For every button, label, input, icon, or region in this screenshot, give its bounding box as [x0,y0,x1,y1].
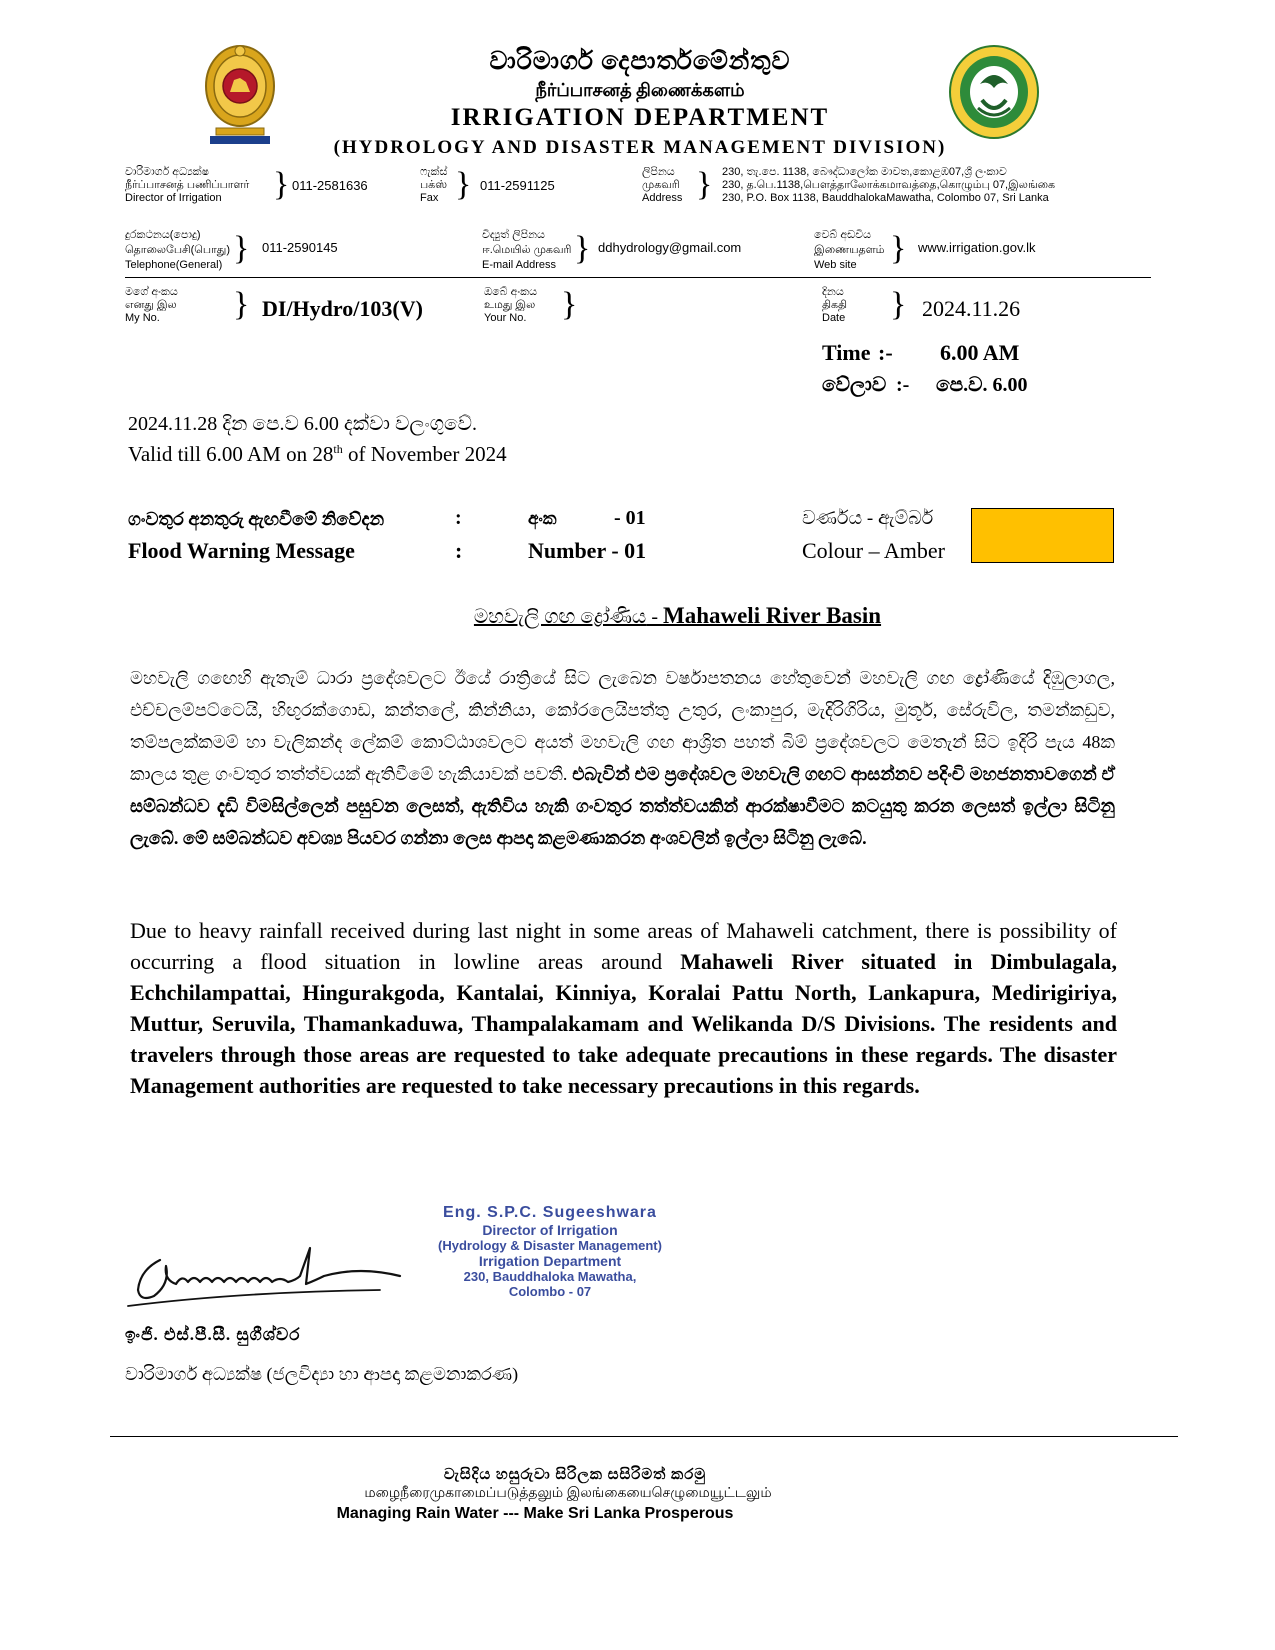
official-stamp: Eng. S.P.C. Sugeeshwara Director of Irrigation (Hydrology & Disaster Management) Irrigation Department 230, Bauddhaloka Mawatha, Colombo - 07 [438,1204,662,1299]
colour-label-sinhala: වර්ණය - ඇම්බර් [802,508,934,529]
time-english: Time :- 6.00 AM [822,340,1020,365]
validity-english: Valid till 6.00 AM on 28th of November 2024 [128,442,507,466]
warning-label-sinhala: ගංවතුර අනතුරු ඇඟවීමේ නිවේදන [128,509,385,529]
sri-lanka-emblem [202,42,278,146]
director-label: වාරිමාර්ග අධ්‍යක්ෂ நீர்ப்பாசனத் பணிப்பாளர் Director of Irrigation [125,166,250,204]
colour-label-english: Colour – Amber [802,538,945,563]
address-label: ලිපිනය முகவரி Address [642,166,683,204]
email-label: විද්‍යුත් ලිපිනය ஈ.மெயில் முகவரி E-mail Address [482,229,572,271]
amber-colour-swatch [971,508,1114,563]
warning-number-sinhala: අංක - 01 [528,507,646,529]
basin-title: මහවැලි ගඟ ද්‍රෝණිය - Mahaweli River Basin [473,603,882,628]
header-divider [125,277,1151,278]
warning-number-english: Number - 01 [528,538,647,563]
website-label: වෙබ් අඩවිය இணையதளம் Web site [814,229,885,271]
title-sinhala: වාරිමාර්ග දෙපාර්තමේන්තුව [489,48,791,75]
my-no-label: මගේ අංකය எனது இல My No. [125,286,178,324]
signer-title-sinhala: වාරිමාර්ග අධ්‍යක්ෂ (ජලවිද්‍යා හා ආපදා කළමනාකරණ) [125,1364,519,1384]
brace: } [574,230,591,267]
fax-label: ෆැක්ස් பக்ஸ் Fax [420,166,448,204]
warning-body-english: Due to heavy rainfall received during last night in some areas of Mahaweli catchment, there is possibility of occurring a flood situation in lowline areas around Mahaweli River situated in Dimbulagala, Echchilampattai, Hingurakgoda, Kantalai, Kinniya, Koralai Pattu North, Lankapura, Medirigiriya, Muttur, Seruvila, Thamankaduwa, Thampalakamam and Welikanda D/S Divisions. The residents and travelers through those areas are requested to take adequate precautions in these regards. The disaster Management authorities are requested to take necessary precautions in this regards. [130,918,1117,1098]
title-english: IRRIGATION DEPARTMENT [450,104,830,131]
warning-label-english: Flood Warning Message [128,538,355,563]
division-name: (HYDROLOGY AND DISASTER MANAGEMENT DIVISION) [333,137,947,158]
colon: : [455,507,462,529]
address-lines: 230, තැ.පෙ. 1138, බෞද්ධාලෝක මාවත,කොළඹ07,ශ්‍රී ලංකාව 230, த.பெ.1138,பௌத்தாலோக்கமாவத்தை,கொழும்பு 07,இலங்கை 230, P.O. Box 1138, BauddhalokaMawatha, Colombo 07, Sri Lanka [722,166,1056,204]
telephone-number: 011-2590145 [262,240,338,255]
your-no-label: ඔබේ අංකය உமது இல Your No. [484,286,537,324]
handwritten-signature [120,1240,420,1310]
brace: } [561,286,578,323]
telephone-label: දුරකථනය(පොදු) தொலைபேசி(பொது) Telephone(General) [125,229,230,271]
director-phone: 011-2581636 [292,178,368,193]
date-value: 2024.11.26 [922,296,1021,321]
validity-sinhala: 2024.11.28 දින පෙ.ව 6.00 දක්වා වලංගුවේ. [128,413,478,435]
warning-body-sinhala: මහවැලි ගඟෙහි ඇතැම් ධාරා ප්‍රදේශවලට ඊයේ රාත්‍රියේ සිට ලැබෙන වර්ෂාපතනය හේතුවෙන් මහවැලි ගඟ ද්‍රෝණියේ දිඹුලාගල, එච්චලම්පට්ටෙයි, හිඟුරක්ගොඩ, කන්තලේ, කින්නියා, කෝරලෙයිපත්තු උතුර, ලංකාපුර, මැදිරිගිරිය, මුතූර්, සේරුවිල, තමන්කඩුව, තම්පලක්කමම් හා වැලිකන්ද ලේකම් කොට්ඨාශවලට අයත් මහවැලි ගඟ ආශ්‍රිත පහත් බිම් ප්‍රදේශවලට මෙතැන් සිට ඉදිරි පැය 48ක කාලය තුළ ගංවතුර තත්ත්වයක් ඇතිවීමේ හැකියාවක් පවතී. එබැවින් එම ප්‍රදේශවල මහවැලි ගඟට ආසන්නව පදිංචි මහජනතාවගෙන් ඒ සම්බන්ධව දැඩි විමසිල්ලෙන් පසුවන ලෙසත්, ඇතිවිය හැකි ගංවතුර තත්ත්වයකින් ආරක්ෂාවීමට කටයුතු කරන ලෙසත් ඉල්ලා සිටිනු ලැබේ. මේ සම්බන්ධව අවශ්‍ය පියවර ගන්නා ලෙස ආපදා කළමණාකරන අංශවලින් ඉල්ලා සිටිනු ලැබේ. [130,668,1115,848]
signer-name-sinhala: ඉංජි. එස්.පී.සී. සුගීශ්වර [125,1325,301,1344]
irrigation-department-logo [948,44,1040,140]
brace: } [233,286,250,323]
brace: } [273,166,290,203]
brace: } [233,230,250,267]
footer-slogan-tamil: மழைநீரைமுகாமைப்படுத்தலும் இலங்கையைசெழுமையூட்டலும் [364,1486,772,1501]
fax-number: 011-2591125 [480,178,555,193]
time-sinhala: වේලාව :- පෙ.ව. 6.00 [822,374,1028,396]
title-tamil: நீர்ப்பாசனத் திணைக்களம் [535,80,745,100]
colon: : [455,538,463,563]
email-address[interactable]: ddhydrology@gmail.com [598,240,742,255]
footer-slogan-english: Managing Rain Water --- Make Sri Lanka Prosperous [336,1505,734,1522]
date-label: දිනය திகதி Date [822,286,848,324]
my-no-value: DI/Hydro/103(V) [262,296,423,321]
brace: } [455,166,472,203]
website-url[interactable]: www.irrigation.gov.lk [918,240,1036,255]
footer-slogan-sinhala: වැසිදිය හසුරුවා සිරිලක සසිරිමත් කරමු [443,1467,707,1483]
brace: } [890,230,907,267]
brace: } [890,286,907,323]
brace: } [696,166,713,203]
footer-divider [110,1436,1178,1437]
